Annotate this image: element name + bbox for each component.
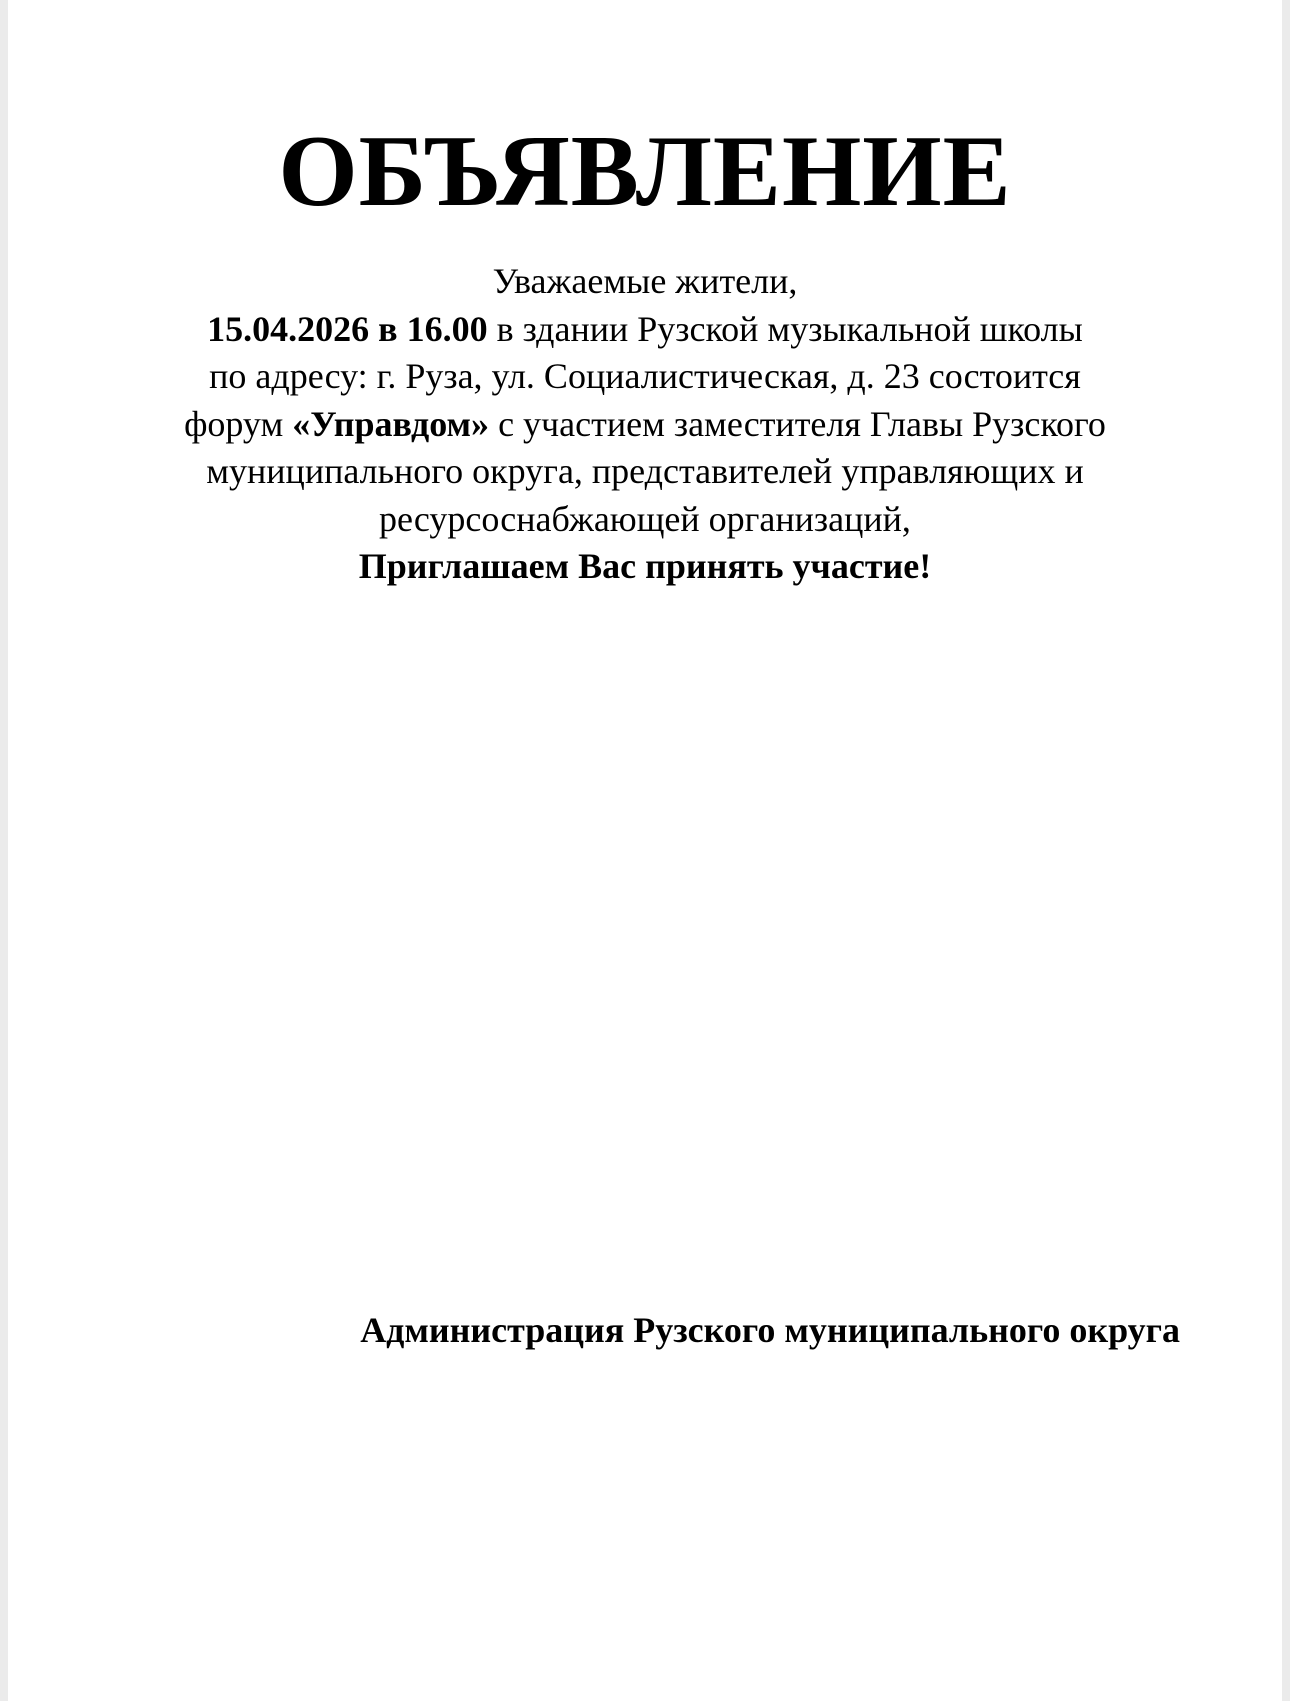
forum-line <box>8 401 1282 449</box>
announcement-body <box>8 258 1282 591</box>
participants-line: муниципального округа, представителей управляющих и <box>206 451 1084 491</box>
signature: Администрация Рузского муниципального округа <box>360 1310 1180 1350</box>
document-page <box>8 0 1282 1701</box>
greeting-line: Уважаемые жители, <box>492 261 798 301</box>
forum-prefix: форум <box>184 403 293 444</box>
date-line <box>8 306 1282 354</box>
event-venue: в здании Рузской музыкальной школы <box>487 308 1083 349</box>
event-datetime: 15.04.2026 в 16.00 <box>207 308 488 349</box>
organizations-line: ресурсоснабжающей организаций, <box>379 498 911 539</box>
forum-name: «Управдом» <box>292 403 490 444</box>
address-line: по адресу: г. Руза, ул. Социалистическая, д. 23 состоится <box>209 356 1081 396</box>
announcement-title: ОБЪЯВЛЕНИЕ <box>278 115 1012 228</box>
forum-participants: с участием заместителя Главы Рузского <box>489 403 1106 444</box>
invitation-line: Приглашаем Вас принять участие! <box>358 546 932 586</box>
